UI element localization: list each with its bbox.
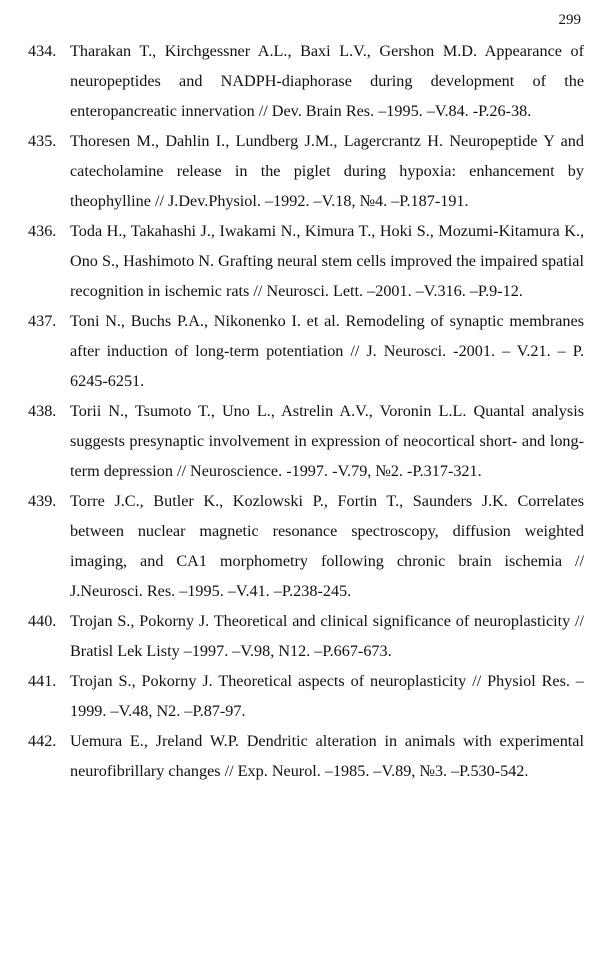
reference-item — [28, 486, 584, 606]
reference-text: Toni N., Buchs P.A., Nikonenko I. et al. Remodeling of synaptic membranes after induction of long-term potentiation // J. Neurosci. -2001. – V.21. – P. 6245-6251. — [70, 312, 584, 390]
reference-text: Uemura E., Jreland W.P. Dendritic alteration in animals with experimental neurofibrillary changes // Exp. Neurol. –1985. –V.89, №3. –P.530-542. — [70, 732, 584, 780]
reference-number: 435. — [28, 132, 57, 150]
reference-number: 442. — [28, 732, 57, 750]
reference-item — [28, 726, 584, 786]
reference-number: 438. — [28, 402, 57, 420]
reference-text: Toda H., Takahashi J., Iwakami N., Kimura T., Hoki S., Mozumi-Kitamura K., Ono S., Hashimoto N. Grafting neural stem cells improved the impaired spatial recognition in ischemic rats // Neurosci. Lett. –2001. –V.316. –P.9-12. — [70, 222, 584, 300]
reference-number: 434. — [28, 42, 57, 60]
reference-list — [28, 36, 584, 786]
reference-text: Thoresen M., Dahlin I., Lundberg J.M., Lagercrantz H. Neuropeptide Y and catecholamine release in the piglet during hypoxia: enhancement by theophylline // J.Dev.Physiol. –1992. –V.18, №4. –P.187-191. — [70, 132, 584, 210]
reference-number: 439. — [28, 492, 57, 510]
reference-number: 440. — [28, 612, 57, 630]
reference-text: Trojan S., Pokorny J. Theoretical and clinical significance of neuroplasticity // Bratisl Lek Listy –1997. –V.98, N12. –P.667-673. — [70, 612, 584, 660]
reference-item — [28, 396, 584, 486]
reference-text: Trojan S., Pokorny J. Theoretical aspects of neuroplasticity // Physiol Res. – 1999. –V.48, N2. –P.87-97. — [70, 672, 584, 720]
reference-item — [28, 306, 584, 396]
reference-item — [28, 36, 584, 126]
reference-number: 436. — [28, 222, 57, 240]
reference-text: Tharakan T., Kirchgessner A.L., Baxi L.V., Gershon M.D. Appearance of neuropeptides and NADPH-diaphorase during development of the enteropancreatic innervation // Dev. Brain Res. –1995. –V.84. -P.26-38. — [70, 42, 584, 120]
reference-item — [28, 666, 584, 726]
reference-text: Torii N., Tsumoto T., Uno L., Astrelin A.V., Voronin L.L. Quantal analysis suggests presynaptic involvement in expression of neocortical short- and long-term depression // Neuroscience. -1997. -V.79, №2. -P.317-321. — [70, 402, 584, 480]
reference-item — [28, 216, 584, 306]
reference-item — [28, 606, 584, 666]
reference-number: 437. — [28, 312, 57, 330]
reference-item — [28, 126, 584, 216]
page-number: 299 — [558, 12, 581, 28]
reference-number: 441. — [28, 672, 57, 690]
reference-text: Torre J.C., Butler K., Kozlowski P., Fortin T., Saunders J.K. Correlates between nuclear magnetic resonance spectroscopy, diffusion weighted imaging, and CA1 morphometry following chronic brain ischemia // J.Neurosci. Res. –1995. –V.41. –P.238-245. — [70, 492, 584, 600]
